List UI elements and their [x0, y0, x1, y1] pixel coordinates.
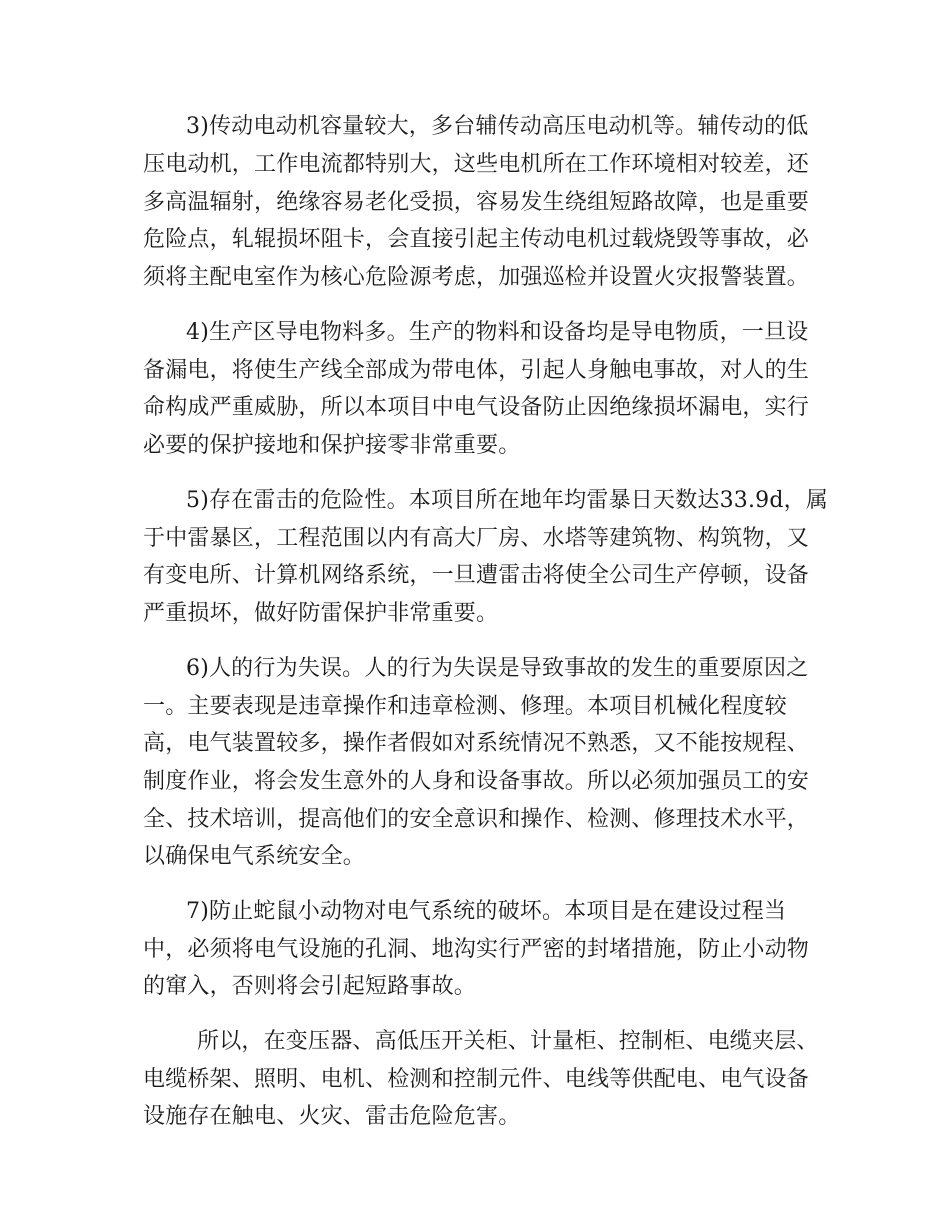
paragraph-1-line-1: 3)传动电动机容量较大，多台辅传动高压电动机等。辅传动的低 — [186, 114, 809, 139]
paragraph-2-line-4: 必要的保护接地和保护接零非常重要。 — [143, 433, 521, 458]
paragraph-4-line-5: 全、技术培训，提高他们的安全意识和操作、检测、修理技术水平， — [143, 807, 810, 832]
paragraph-6-line-3: 设施存在触电、火灾、雷击危险危害。 — [143, 1104, 521, 1129]
paragraph-1-line-3: 多高温辐射，绝缘容易老化受损，容易发生绕组短路故障，也是重要 — [143, 190, 810, 215]
paragraph-4-line-4: 制度作业，将会发生意外的人身和设备事故。所以必须加强员工的安 — [143, 769, 810, 794]
paragraph-3-line-3: 有变电所、计算机网络系统，一旦遭雷击将使全公司生产停顿，设备 — [143, 563, 810, 588]
paragraph-5-line-2: 中，必须将电气设施的孔洞、地沟实行严密的封堵措施，防止小动物 — [143, 937, 810, 962]
paragraph-4-line-6: 以确保电气系统安全。 — [143, 844, 366, 869]
paragraph-6-line-1: 所以，在变压器、高低压开关柜、计量柜、控制柜、电缆夹层、 — [197, 1029, 819, 1054]
paragraph-4-line-3: 高，电气装置较多，操作者假如对系统情况不熟悉，又不能按规程、 — [143, 731, 810, 756]
paragraph-3-line-4: 严重损坏，做好防雷保护非常重要。 — [143, 601, 499, 626]
paragraph-1-line-5: 须将主配电室作为核心危险源考虑，加强巡检并设置火灾报警装置。 — [143, 265, 810, 290]
paragraph-3-line-2: 于中雷暴区，工程范围以内有高大厂房、水塔等建筑物、构筑物，又 — [143, 526, 810, 551]
paragraph-6-line-2: 电缆桥架、照明、电机、检测和控制元件、电线等供配电、电气设备 — [143, 1067, 810, 1092]
paragraph-2-line-1: 4)生产区导电物料多。生产的物料和设备均是导电物质，一旦设 — [186, 320, 809, 345]
paragraph-1-line-4: 危险点，轧辊损坏阻卡，会直接引起主传动电机过载烧毁等事故，必 — [143, 227, 810, 252]
paragraph-2-line-3: 命构成严重威胁，所以本项目中电气设备防止因绝缘损坏漏电，实行 — [143, 395, 810, 420]
paragraph-3-line-1: 5)存在雷击的危险性。本项目所在地年均雷暴日天数达33.9d，属 — [186, 488, 829, 513]
paragraph-2-line-2: 备漏电，将使生产线全部成为带电体，引起人身触电事故，对人的生 — [143, 358, 810, 383]
paragraph-4-line-1: 6)人的行为失误。人的行为失误是导致事故的发生的重要原因之 — [186, 656, 809, 681]
paragraph-4-line-2: 一。主要表现是违章操作和违章检测、修理。本项目机械化程度较 — [143, 694, 787, 719]
paragraph-1-line-2: 压电动机，工作电流都特别大，这些电机所在工作环境相对较差，还 — [143, 152, 810, 177]
paragraph-5-line-1: 7)防止蛇鼠小动物对电气系统的破坏。本项目是在建设过程当 — [186, 899, 787, 924]
paragraph-5-line-3: 的窜入，否则将会引起短路事故。 — [143, 974, 477, 999]
